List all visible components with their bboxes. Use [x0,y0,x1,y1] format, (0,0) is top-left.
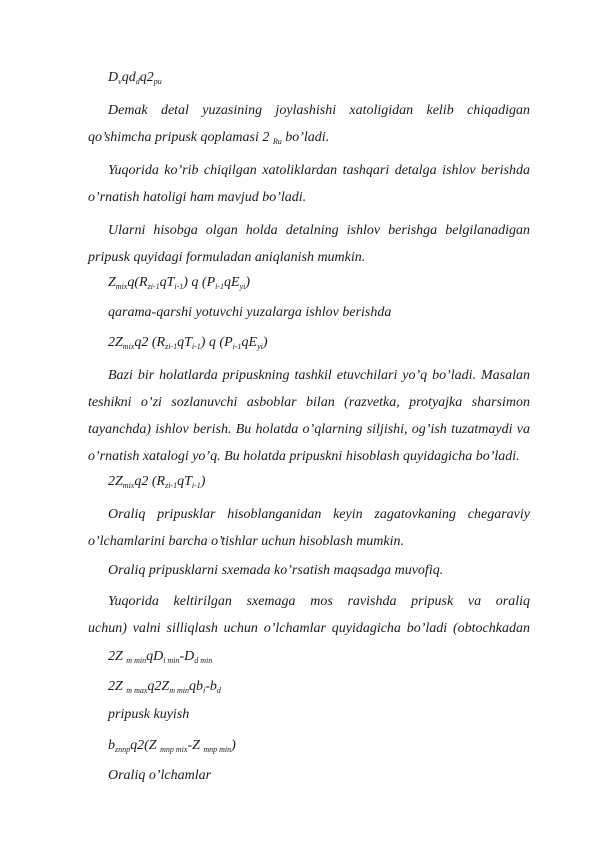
paragraph-line: Yuqorida ko’rib chiqilgan xatoliklardan tashqari detalga ishlov berishda [108,163,530,178]
paragraph-line: tayanchda) ishlov berish. Bu holatda o’qlarning siljishi, og’ish tuzatmaydi va [88,422,530,437]
formula-2z-min: 2Z $_{m min}qD_{i min}-D_{d min}$ [108,649,213,665]
paragraph-line: o’lchamlarini barcha o’tishlar uchun hisoblash mumkin. [88,534,405,549]
formula-dv: $D_vqd_dq2_{pu}$ [108,70,162,86]
paragraph-line: uchun) valni silliqlash uchun o’lchamlar quyidagicha bo’ladi (obtochkadan [88,621,530,636]
paragraph-line: Ularni hisobga olgan holda detalning ishlov berishga belgilanadigan [108,223,530,238]
formula-2zmix: $2Z_{mix}q2$ $(R_{zi-1}qT_{i-1})$ q $(P_{i-1}qE_{yi})$ [108,335,268,351]
paragraph-line: o’rnatish hatoligi ham mavjud bo’ladi. [88,190,307,205]
paragraph-line: o’rnatish xatalogi yo’q. Bu holatda pripuskni hisoblash quyidagicha bo’ladi. [88,449,520,464]
formula-bznnp: $b_{znnp}q2(Z$ $_{mnp mix}$-Z $_{mnp min}$) [108,738,236,754]
paragraph-line: Oraliq pripusklarni sxemada ko’rsatish maqsadga muvofiq. [108,563,444,578]
paragraph-line: Demak detal yuzasining joylashishi xatoligidan kelib chiqadigan [108,103,530,118]
formula-2z-max: 2Z $_{m max}q2Z_{m min}qb_i-b_d$ [108,679,221,695]
formula-zmix: $Z_{mix}q(R_{zi-1}qT_{i-1})$ q $(P_{i-1}qE_{yi})$ [108,275,251,291]
paragraph-line: Oraliq o’lchamlar [108,768,212,783]
formula-2zmix-short: $2Z_{mix}q2$ $(R_{zi-1}qT_{i-1})$ [108,474,206,490]
paragraph-line: Yuqorida keltirilgan sxemaga mos ravishda pripusk va oraliq [108,594,530,609]
paragraph-line: Oraliq pripusklar hisoblanganidan keyin zagatovkaning chegaraviy [108,507,530,522]
paragraph-line: qo’shimcha pripusk qoplamasi 2 $_{Ru}$ bo’ladi. [88,130,330,146]
paragraph-line: qarama-qarshi yotuvchi yuzalarga ishlov berishda [108,305,392,320]
paragraph-line: teshikni o’zi sozlanuvchi asboblar bilan (razvetka, protyajka sharsimon [88,395,530,410]
paragraph-line: Bazi bir holatlarda pripuskning tashkil etuvchilari yo’q bo’ladi. Masalan [108,368,530,383]
paragraph-line: pripusk kuyish [108,707,190,722]
paragraph-line: pripusk quyidagi formuladan aniqlanish mumkin. [88,250,366,265]
